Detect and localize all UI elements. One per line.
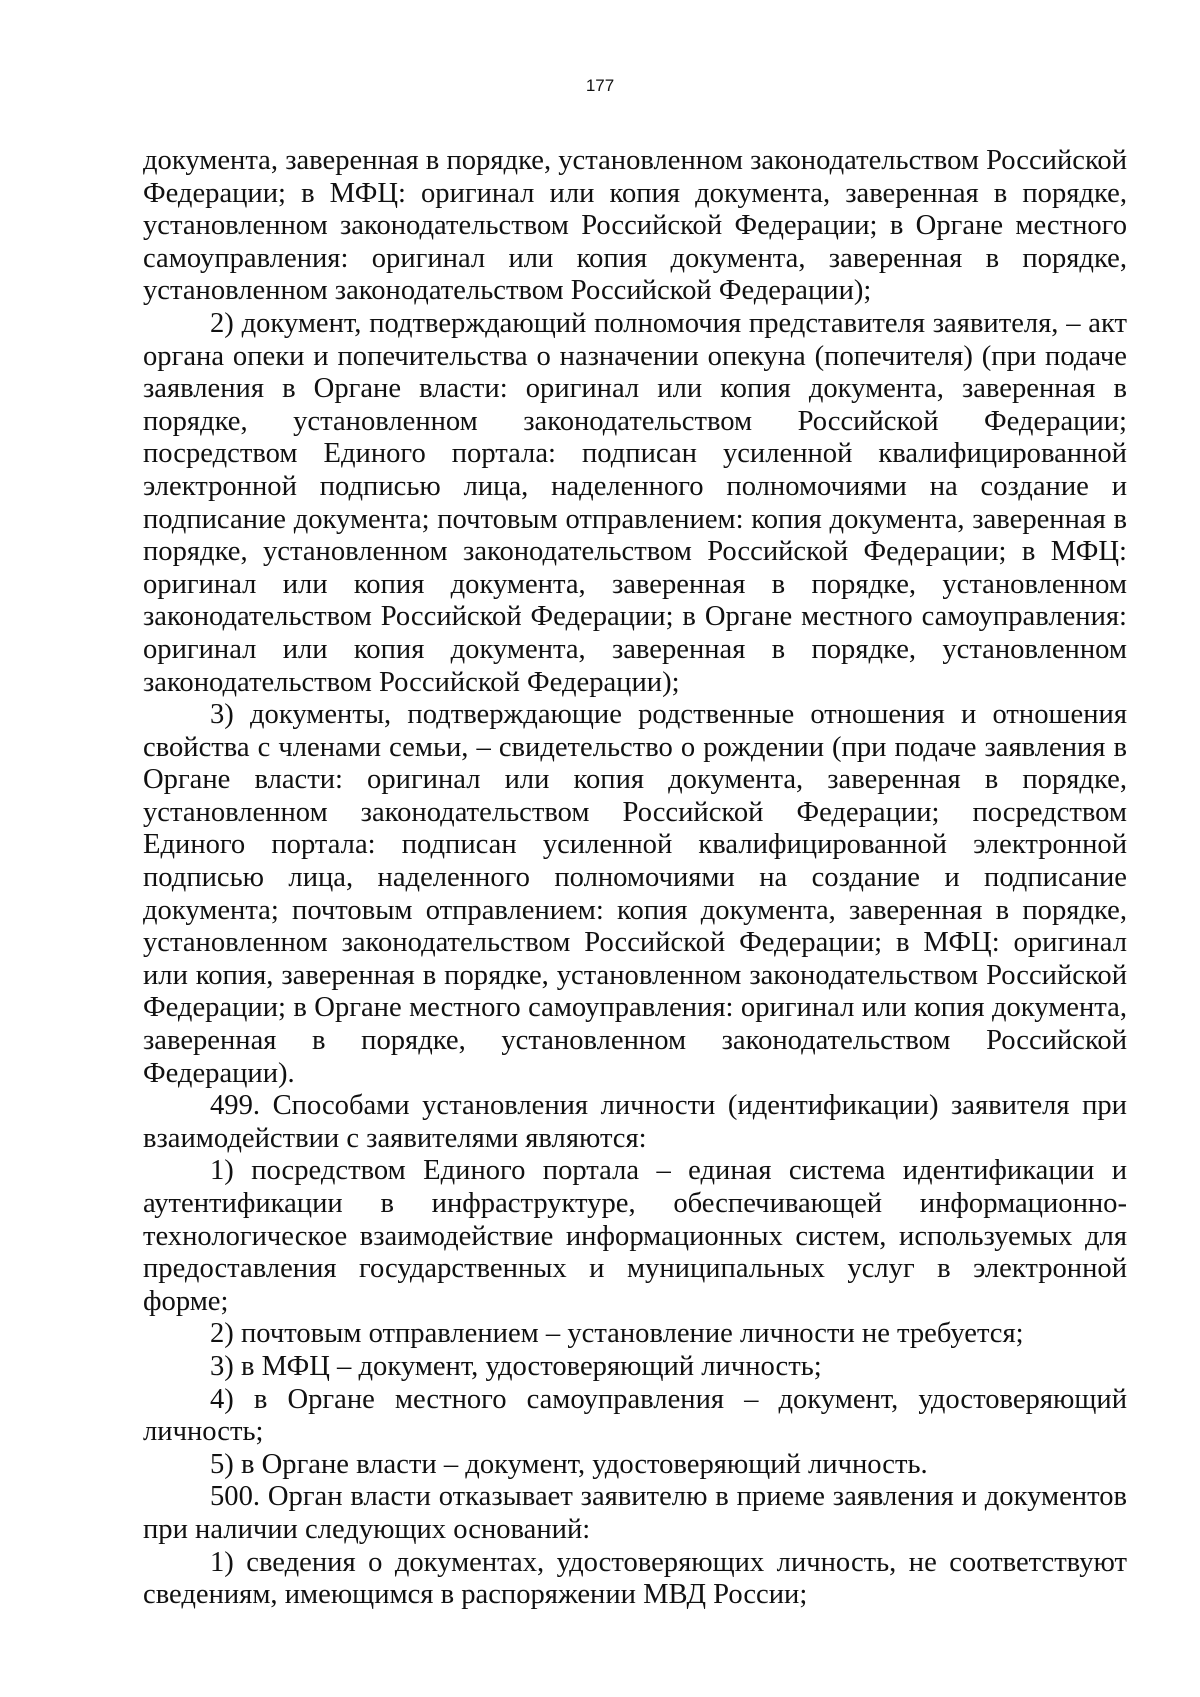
page-number: 177 bbox=[585, 76, 615, 95]
paragraph-item-2-representative-authority: 2) документ, подтверждающий полномочия представителя заявителя, – акт органа опеки и попечительства о назначении опекуна (попечителя) (при подаче заявления в Органе власти: оригинал или копия документа, заверенная в порядке, установленном законодательством Российской Федерации; посредством Единого портала: подписан усиленной квалифицированной электронной подписью лица, наделенного полномочиями на создание и подписание документа; почтовым отправлением: копия документа, заверенная в порядке, установленном законодательством Российской Федерации; в МФЦ: оригинал или копия документа, заверенная в порядке, установленном законодательством Российской Федерации; в Органе местного самоуправления: оригинал или копия документа, заверенная в порядке, установленном законодательством Российской Федерации); bbox=[143, 307, 1127, 698]
paragraph-clause-499: 499. Способами установления личности (идентификации) заявителя при взаимодействии с заявителями являются: bbox=[143, 1090, 1127, 1154]
paragraph-499-item-1: 1) посредством Единого портала – единая система идентификации и аутентификации в инфраструктуре, обеспечивающей информационно-технологическое взаимодействие информационных систем, используемых для предоставления государственных и муниципальных услуг в электронной форме; bbox=[143, 1155, 1127, 1317]
paragraph-continuation: документа, заверенная в порядке, установленном законодательством Российской Федерации; в МФЦ: оригинал или копия документа, заверенная в порядке, установленном законодательством Российской Федерации; в Органе местного самоуправления: оригинал или копия документа, заверенная в порядке, установленном законодательством Российской Федерации); bbox=[143, 145, 1127, 307]
paragraph-499-item-5: 5) в Органе власти – документ, удостоверяющий личность. bbox=[210, 1448, 928, 1480]
body-text bbox=[143, 145, 1127, 1612]
paragraph-500-item-1: 1) сведения о документах, удостоверяющих личность, не соответствуют сведениям, имеющимся в распоряжении МВД России; bbox=[143, 1546, 1127, 1611]
paragraph-item-3-family-relations: 3) документы, подтверждающие родственные отношения и отношения свойства с членами семьи, – свидетельство о рождении (при подаче заявления в Органе власти: оригинал или копия документа, заверенная в порядке, установленном законодательством Российской Федерации; посредством Единого портала: подписан усиленной квалифицированной электронной подписью лица, наделенного полномочиями на создание и подписание документа; почтовым отправлением: копия документа, заверенная в порядке, установленном законодательством Российской Федерации; в МФЦ: оригинал или копия, заверенная в порядке, установленном законодательством Российской Федерации; в Органе местного самоуправления: оригинал или копия документа, заверенная в порядке, установленном законодательством Российской Федерации). bbox=[143, 699, 1127, 1089]
paragraph-499-item-4: 4) в Органе местного самоуправления – документ, удостоверяющий личность; bbox=[143, 1383, 1127, 1448]
paragraph-499-item-2: 2) почтовым отправлением – установление личности не требуется; bbox=[210, 1318, 1024, 1350]
paragraph-clause-500: 500. Орган власти отказывает заявителю в приеме заявления и документов при наличии следующих оснований: bbox=[143, 1481, 1127, 1545]
paragraph-499-item-3: 3) в МФЦ – документ, удостоверяющий личность; bbox=[210, 1350, 822, 1382]
